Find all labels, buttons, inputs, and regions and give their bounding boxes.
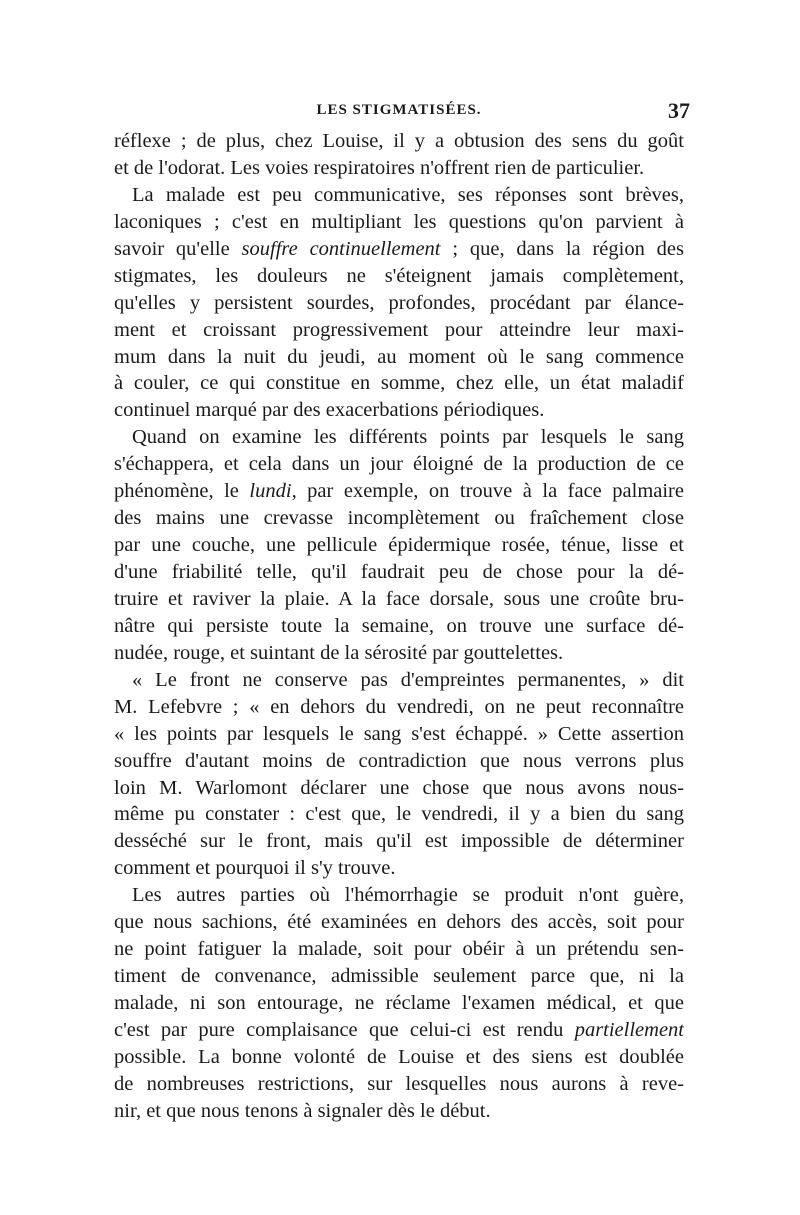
text-line: La malade est peu communicative, ses réponses sont brèves, xyxy=(132,183,684,206)
italic-text: partiellement xyxy=(574,1018,684,1041)
text-line: Quand on examine les différents points par lesquels le sang xyxy=(132,426,684,449)
text-line: nâtre qui persiste toute la semaine, on trouve une surface dé- xyxy=(114,614,684,637)
text-line: par une couche, une pellicule épidermique rosée, ténue, lisse et xyxy=(114,534,684,557)
text-line: M. Lefebvre ; « en dehors du vendredi, on ne peut reconnaître xyxy=(114,695,684,718)
text-line: mum dans la nuit du jeudi, au moment où le sang commence xyxy=(114,345,684,368)
text-line: comment et pourquoi il s'y trouve. xyxy=(114,857,396,880)
page-number: 37 xyxy=(668,98,690,123)
text-line xyxy=(114,236,684,263)
text-segment: c'est par pure complaisance que celui-ci est rendu xyxy=(114,1018,575,1041)
text-line: continuel marqué par des exacerbations périodiques. xyxy=(114,399,545,422)
text-line: stigmates, les douleurs ne s'éteignent jamais complètement, xyxy=(114,264,684,287)
text-line: Les autres parties où l'hémorrhagie se produit n'ont guère, xyxy=(132,884,684,907)
text-line: possible. La bonne volonté de Louise et des siens est doublée xyxy=(114,1045,684,1068)
text-line: et de l'odorat. Les voies respiratoires n'offrent rien de particulier. xyxy=(114,156,645,179)
text-segment: , par exemple, on trouve à la face palmaire xyxy=(291,480,684,503)
text-segment: ; que, dans la région des xyxy=(440,237,684,260)
text-line: malade, ni son entourage, ne réclame l'examen médical, et que xyxy=(114,992,684,1014)
text-line: d'une friabilité telle, qu'il faudrait peu de chose pour la dé- xyxy=(114,561,684,583)
text-line: « les points par lesquels le sang s'est échappé. » Cette assertion xyxy=(114,722,684,745)
page-header xyxy=(114,98,690,124)
running-head: LES STIGMATISÉES. xyxy=(316,102,482,118)
text-line: loin M. Warlomont déclarer une chose que nous avons nous- xyxy=(114,776,684,799)
text-line: de nombreuses restrictions, sur lesquelles nous aurons à reve- xyxy=(114,1072,684,1095)
text-line xyxy=(114,1017,684,1044)
text-line: truire et raviver la plaie. A la face dorsale, sous une croûte bru- xyxy=(114,587,684,610)
body-text xyxy=(114,128,684,1125)
text-segment: savoir qu'elle xyxy=(114,237,242,260)
text-line: à couler, ce qui constitue en somme, chez elle, un état maladif xyxy=(114,372,684,395)
text-line: qu'elles y persistent sourdes, profondes, procédant par élance- xyxy=(114,291,684,314)
text-line: laconiques ; c'est en multipliant les questions qu'on parvient à xyxy=(114,210,684,233)
text-line: réflexe ; de plus, chez Louise, il y a obtusion des sens du goût xyxy=(114,130,684,152)
italic-text: souffre continuellement xyxy=(241,237,441,260)
text-segment: phénomène, le xyxy=(114,480,250,503)
text-line: s'échappera, et cela dans un jour éloigné de la production de ce xyxy=(114,453,684,476)
text-line: desséché sur le front, mais qu'il est impossible de déterminer xyxy=(114,830,684,853)
text-line: « Le front ne conserve pas d'empreintes permanentes, » dit xyxy=(132,668,684,691)
text-line xyxy=(114,478,684,505)
text-line: ne point fatiguer la malade, soit pour obéir à un prétendu sen- xyxy=(114,938,684,961)
text-line: nudée, rouge, et suintant de la sérosité par gouttelettes. xyxy=(114,641,564,664)
text-line: des mains une crevasse incomplètement ou fraîchement close xyxy=(114,507,684,530)
text-line: ment et croissant progressivement pour atteindre leur maxi- xyxy=(114,318,684,341)
text-line: même pu constater : c'est que, le vendredi, il y a bien du sang xyxy=(114,803,684,826)
text-line: souffre d'autant moins de contradiction que nous verrons plus xyxy=(114,749,684,772)
text-line: que nous sachions, été examinées en dehors des accès, soit pour xyxy=(114,911,684,934)
text-line: timent de convenance, admissible seulement parce que, ni la xyxy=(114,965,684,988)
text-line: nir, et que nous tenons à signaler dès le début. xyxy=(114,1099,491,1122)
italic-text: lundi xyxy=(249,480,292,503)
